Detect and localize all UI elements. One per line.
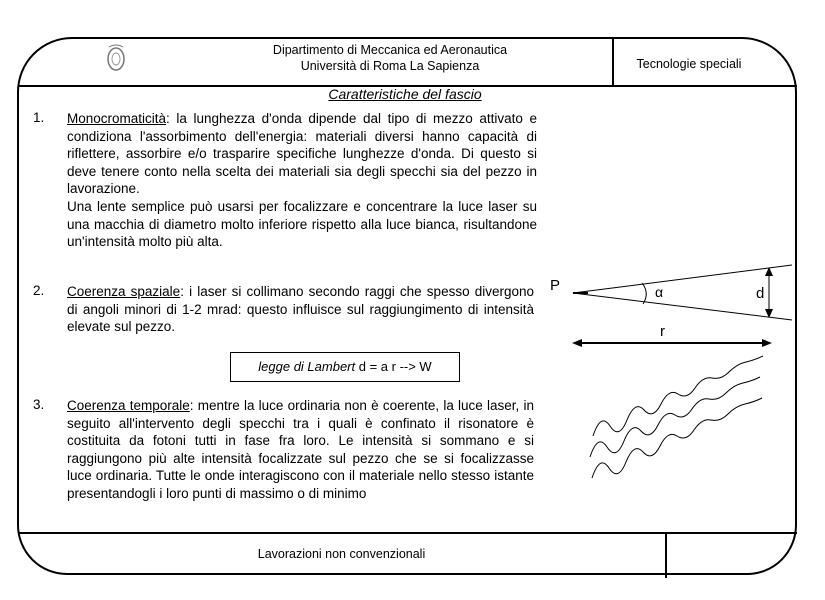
slide-title: Caratteristiche del fascio bbox=[328, 86, 482, 102]
diagram-label-d: d bbox=[756, 285, 765, 302]
item-monocromaticita bbox=[67, 110, 537, 251]
item-number: 1. bbox=[33, 110, 45, 125]
university-name: Università di Roma La Sapienza bbox=[300, 59, 480, 73]
item-number: 3. bbox=[33, 397, 45, 412]
angle-arc bbox=[642, 283, 646, 304]
department-name: Dipartimento di Meccanica ed Aeronautica bbox=[272, 43, 508, 57]
course-name: Tecnologie speciali bbox=[636, 57, 742, 71]
diagram-label-alpha: α bbox=[655, 284, 664, 300]
footer-divider bbox=[18, 532, 797, 534]
item-term: Coerenza temporale bbox=[67, 398, 190, 413]
header-institution bbox=[200, 42, 580, 74]
item-coerenza-temporale bbox=[67, 397, 534, 503]
item-text: : la lunghezza d'onda dipende dal tipo di mezzo attivato e condiziona l'assorbimento dell'energia: materiali diversi hanno capacità di riflettere, assorbire e/o trasparire specifiche lunghezze d'onda. Di questo si deve tenere conto nella scelta dei materiali sia degli specchi sia del pezzo in lavorazione. bbox=[67, 111, 537, 197]
lambert-formula: d = a r --> W bbox=[355, 359, 432, 374]
diagram-label-r: r bbox=[660, 323, 665, 340]
lambert-label: legge di Lambert bbox=[258, 359, 356, 374]
diagram-label-p: P bbox=[550, 277, 561, 294]
item-text-2: Una lente semplice può usarsi per focalizzare e concentrare la luce laser su una macchia di diametro molto inferiore rispetto alla luce bianca, risultandone un'intensità molto più alta. bbox=[67, 198, 537, 250]
footer-vertical-divider bbox=[665, 533, 667, 578]
university-seal-icon bbox=[104, 42, 128, 74]
item-term: Coerenza spaziale bbox=[67, 284, 181, 299]
item-text: : i laser si collimano secondo raggi che spesso divergono di angoli minori di 1-2 mrad: questo influisce sul raggiungimento di intensità elevate sul pezzo. bbox=[67, 284, 534, 335]
item-text: : mentre la luce ordinaria non è coerente, la luce laser, in seguito all'intervento degli specchi tra i quali è confinato il risonatore è costituita da fotoni tutti in fase fra loro. Le intensità si sommano e si raggiungono più alte intensità focalizzate sul pezzo che se si focalizzasse luce ordinaria. Tutte le onde interagiscono con il materiale nello stesso istante presentandogli i loro punti di massimo o di minimo bbox=[67, 398, 534, 501]
coherent-waves bbox=[590, 356, 763, 478]
footer-text: Lavorazioni non convenzionali bbox=[257, 547, 426, 561]
item-term: Monocromaticità bbox=[67, 111, 167, 126]
lambert-law-box bbox=[230, 352, 460, 382]
item-number: 2. bbox=[33, 283, 45, 298]
item-coerenza-spaziale bbox=[67, 283, 534, 336]
